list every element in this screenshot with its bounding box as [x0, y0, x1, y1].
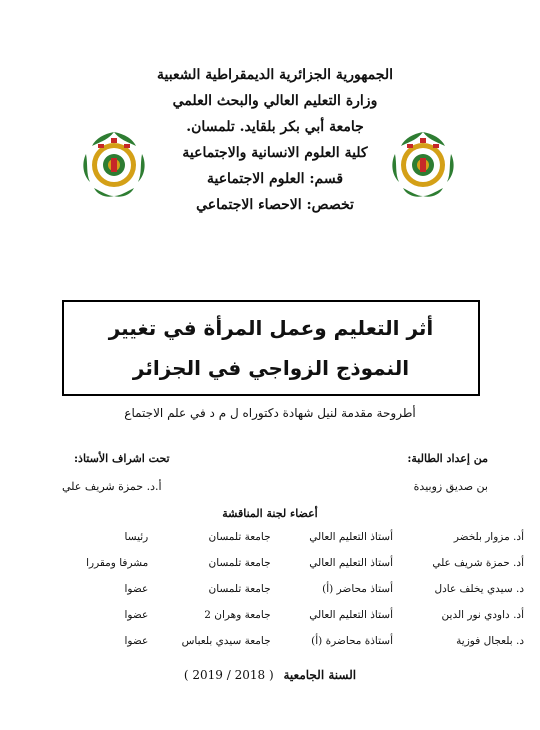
committee-member-university: جامعة تلمسان: [208, 531, 271, 543]
committee-member-name: د. بلعجال فوزية: [456, 635, 524, 647]
committee-member-university: جامعة تلمسان: [208, 583, 271, 595]
academic-year: [170, 668, 370, 682]
committee-member-name: أد. داودي نور الدين: [441, 609, 524, 621]
committee-member-role: عضوا: [124, 609, 149, 621]
institution-header: [150, 62, 400, 218]
committee-member-university: جامعة تلمسان: [208, 557, 271, 569]
committee-title: أعضاء لجنة المناقشة: [222, 507, 318, 520]
committee-member-role: عضوا: [124, 635, 149, 647]
university-seal-icon: [387, 128, 459, 200]
academic-year-value: ( 2018 / 2019 ): [183, 668, 274, 682]
committee-member-role: رئيسا: [124, 531, 149, 543]
specialty-name: تخصص: الاحصاء الاجتماعي: [196, 197, 354, 213]
committee-member-name: أد. مزوار بلخضر: [453, 531, 524, 543]
committee-member-rank: أستاذ التعليم العالي: [309, 609, 394, 621]
thesis-title-line2: النموذج الزواجي في الجزائر: [132, 356, 410, 380]
table-row: [60, 602, 526, 628]
supervisor-name: أ.د. حمزة شريف علي: [62, 480, 162, 493]
thesis-description: أطروحة مقدمة لنيل شهادة دكتوراه ل م د في علم الاجتماع: [124, 406, 416, 420]
committee-member-name: أد. حمزة شريف علي: [432, 557, 524, 569]
committee-member-name: د. سيدي يخلف عادل: [434, 583, 524, 595]
university-name: جامعة أبي بكر بلقايد. تلمسان.: [186, 119, 364, 135]
republic-name: الجمهورية الجزائرية الديمقراطية الشعبية: [156, 67, 393, 83]
committee-member-university: جامعة وهران 2: [204, 609, 271, 621]
committee-member-role: عضوا: [124, 583, 149, 595]
committee-table: [60, 524, 526, 654]
thesis-title-line1: أثر التعليم وعمل المرأة في تغيير: [108, 316, 434, 340]
university-seal-icon: [78, 128, 150, 200]
thesis-title-box: [62, 300, 480, 396]
table-row: [60, 524, 526, 550]
committee-member-role: مشرفا ومقررا: [86, 557, 149, 569]
ministry-name: وزارة التعليم العالي والبحث العلمي: [172, 93, 378, 109]
committee-member-rank: أستاذ محاضر (أ): [322, 583, 394, 595]
student-label: [407, 452, 488, 465]
supervisor-label: [74, 452, 170, 465]
student-name: بن صديق زوبيدة: [413, 480, 488, 493]
committee-member-university: جامعة سيدي بلعباس: [181, 635, 271, 647]
committee-member-rank: أستاذ التعليم العالي: [309, 531, 394, 543]
faculty-name: كلية العلوم الانسانية والاجتماعية: [182, 145, 368, 161]
table-row: [60, 576, 526, 602]
committee-member-rank: أستاذ التعليم العالي: [309, 557, 394, 569]
table-row: [60, 628, 526, 654]
table-row: [60, 550, 526, 576]
department-name: قسم: العلوم الاجتماعية: [206, 171, 344, 187]
supervisor-label-text: تحت اشراف الأستاذ:: [74, 452, 170, 465]
academic-year-label: السنة الجامعية: [283, 668, 357, 682]
student-label-text: من إعداد الطالبة:: [407, 452, 488, 465]
committee-member-rank: أستاذة محاضرة (أ): [311, 635, 394, 647]
